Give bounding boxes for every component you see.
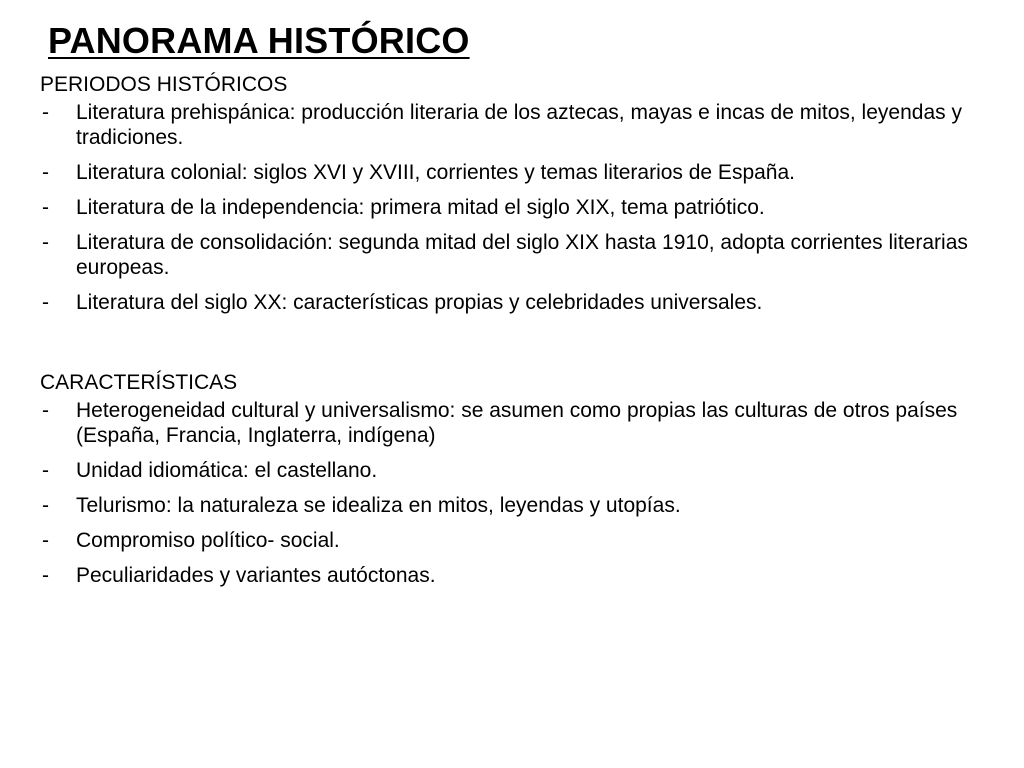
list-item-text: Compromiso político- social. bbox=[76, 529, 340, 552]
bullet-dash: - bbox=[42, 399, 49, 422]
section-periodos-historicos bbox=[40, 70, 990, 315]
list-item-text: Peculiaridades y variantes autóctonas. bbox=[76, 564, 436, 587]
list-item bbox=[40, 195, 990, 220]
list-item bbox=[40, 398, 990, 448]
bullet-dash: - bbox=[42, 291, 49, 314]
bullet-dash: - bbox=[42, 196, 49, 219]
list-item-text: Literatura de consolidación: segunda mitad del siglo XIX hasta 1910, adopta corrientes literarias europeas. bbox=[76, 231, 968, 279]
bullet-dash: - bbox=[42, 231, 49, 254]
section-spacer bbox=[40, 325, 990, 368]
bullet-dash: - bbox=[42, 564, 49, 587]
list-item-text: Literatura de la independencia: primera mitad el siglo XIX, tema patriótico. bbox=[76, 196, 765, 219]
list-item-text: Literatura prehispánica: producción literaria de los aztecas, mayas e incas de mitos, leyendas y tradiciones. bbox=[76, 101, 962, 149]
list-item bbox=[40, 528, 990, 553]
section-heading: CARACTERÍSTICAS bbox=[40, 371, 238, 394]
list-item-text: Telurismo: la naturaleza se idealiza en mitos, leyendas y utopías. bbox=[76, 494, 681, 517]
section-caracteristicas bbox=[40, 368, 990, 588]
list-item bbox=[40, 290, 990, 315]
list-item-text: Literatura del siglo XX: características propias y celebridades universales. bbox=[76, 291, 763, 314]
bullet-dash: - bbox=[42, 494, 49, 517]
list-item bbox=[40, 160, 990, 185]
bullet-dash: - bbox=[42, 529, 49, 552]
list-item bbox=[40, 563, 990, 588]
list-item-text: Literatura colonial: siglos XVI y XVIII, corrientes y temas literarios de España. bbox=[76, 161, 795, 184]
slide-content bbox=[40, 70, 990, 598]
list-item bbox=[40, 458, 990, 483]
slide-title: PANORAMA HISTÓRICO bbox=[48, 20, 470, 61]
list-item bbox=[40, 100, 990, 150]
list-item bbox=[40, 230, 990, 280]
section-heading: PERIODOS HISTÓRICOS bbox=[40, 73, 288, 96]
bullet-dash: - bbox=[42, 459, 49, 482]
list-item bbox=[40, 493, 990, 518]
bullet-dash: - bbox=[42, 101, 49, 124]
list-item-text: Unidad idiomática: el castellano. bbox=[76, 459, 378, 482]
list-item-text: Heterogeneidad cultural y universalismo: se asumen como propias las culturas de otros países (España, Francia, Inglaterra, indígena) bbox=[76, 399, 958, 447]
bullet-dash: - bbox=[42, 161, 49, 184]
